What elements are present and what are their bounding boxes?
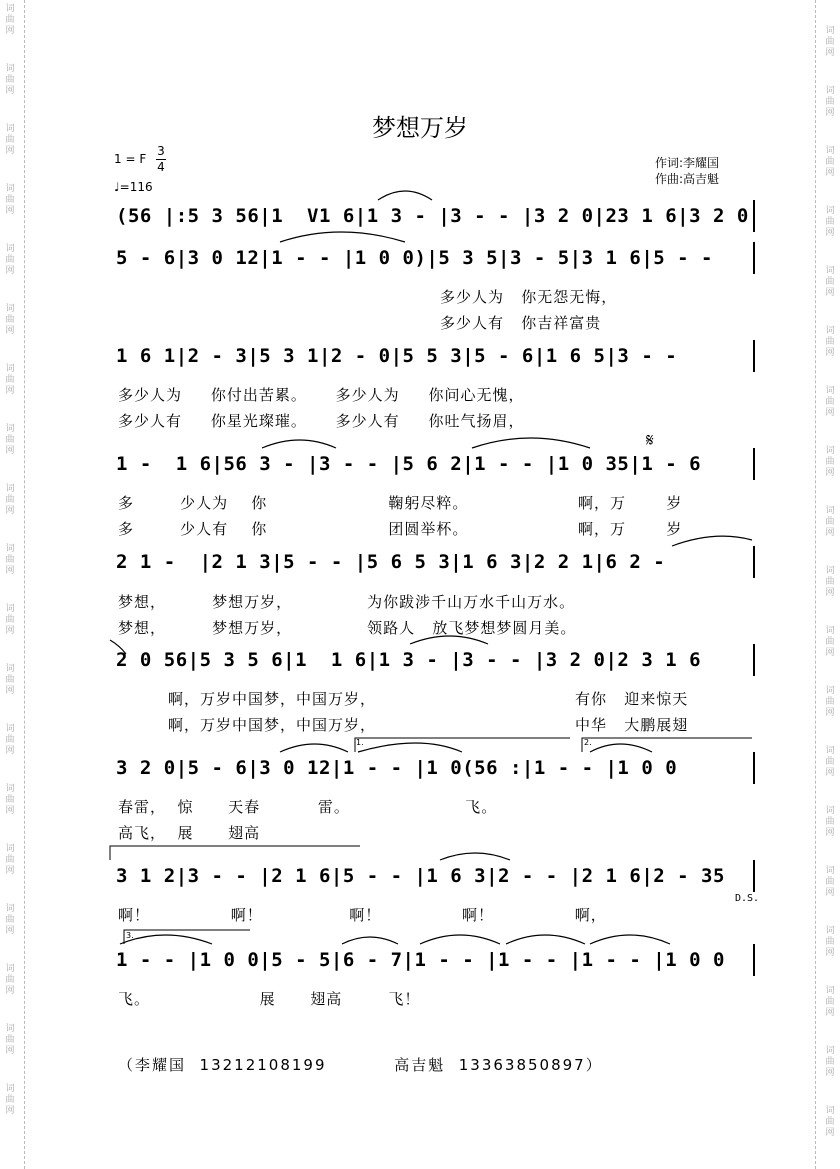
staff-line-3 (110, 340, 755, 372)
watermark-text: 词 曲 网 (5, 124, 15, 156)
staff-notes: 1 - 1 6|56 3 - |3 - - |5 6 2|1 - - |1 0 35|1 - 6 (116, 453, 702, 475)
watermark-text: 词 曲 网 (5, 424, 15, 456)
watermark-text: 词 曲 网 (825, 206, 835, 238)
watermark-text: 词 曲 网 (5, 304, 15, 336)
staff-notes: (56 |:5 3 56|1 V1 6|1 3 - |3 - - |3 2 0|23 1 6|3 2 0 (116, 205, 749, 227)
volta-1-label: 1. (356, 738, 364, 747)
lyric-line: 梦想， 梦想万岁， 领路人 放飞梦想梦圆月美。 (118, 619, 577, 637)
lyric-line: 多 少人为 你 鞠躬尽粹。 啊，万 岁 (118, 494, 683, 512)
lyric-line: 多少人有 你星光璨璀。 多少人有 你吐气扬眉， (118, 412, 525, 430)
staff-line-2 (110, 242, 755, 274)
staff-line-1 (110, 200, 755, 232)
lyric-line: 啊！ 啊！ 啊！ 啊！ 啊， (118, 906, 607, 924)
watermark-text: 词 曲 网 (5, 964, 15, 996)
volta-2-label: 2. (584, 738, 592, 747)
lyric-line: 多 少人有 你 团圆举杯。 啊，万 岁 (118, 520, 683, 538)
staff-notes: 5 - 6|3 0 12|1 - - |1 0 0)|5 3 5|3 - 5|3 1 6|5 - - (116, 247, 713, 269)
song-title: 梦想万岁 (372, 114, 468, 142)
lyric-line: 多少人有 你吉祥富贵 (440, 314, 602, 332)
staff-line-9 (110, 944, 755, 976)
lyric-line: 中华 大鹏展翅 (575, 716, 689, 734)
lyric-line: 梦想， 梦想万岁， 为你跋涉千山万水千山万水。 (118, 593, 576, 611)
watermark-text: 词 曲 网 (5, 364, 15, 396)
watermark-text: 词 曲 网 (825, 266, 835, 298)
watermark-text: 词 曲 网 (825, 986, 835, 1018)
staff-line-7 (110, 752, 755, 784)
watermark-text: 词 曲 网 (5, 1024, 15, 1056)
lyric-line: 啊，万岁中国梦，中国万岁， (168, 716, 377, 734)
lyric-line: 春雷， 惊 天春 雷。 飞。 (118, 798, 498, 816)
watermark-text: 词 曲 网 (825, 926, 835, 958)
staff-notes: 1 - - |1 0 0|5 - 5|6 - 7|1 - - |1 - - |1 - - |1 0 0 (116, 949, 725, 971)
watermark-text: 词 曲 网 (5, 64, 15, 96)
staff-line-6 (110, 644, 755, 676)
watermark-text: 词 曲 网 (825, 26, 835, 58)
dal-segno-marking: D.S. (735, 893, 760, 904)
quarter-note-icon: ♩ (114, 180, 120, 194)
composer-credit: 作曲:高吉魁 (655, 172, 720, 186)
lyricist-credit: 作词:李耀国 (655, 156, 720, 170)
watermark-text: 词 曲 网 (5, 184, 15, 216)
watermark-text: 词 曲 网 (5, 724, 15, 756)
watermark-text: 词 曲 网 (5, 1084, 15, 1116)
watermark-text: 词 曲 网 (825, 746, 835, 778)
lyric-line: 啊，万岁中国梦，中国万岁， (168, 690, 377, 708)
watermark-text: 词 曲 网 (825, 686, 835, 718)
tempo-marking (114, 180, 153, 194)
tempo-value: =116 (119, 180, 153, 194)
volta-3-label: 3. (126, 931, 134, 940)
contact-line: （李耀国 13212108199 高吉魁 13363850897） (118, 1056, 603, 1074)
staff-notes: 1 6 1|2 - 3|5 3 1|2 - 0|5 5 3|5 - 6|1 6 5|3 - - (116, 345, 678, 367)
watermark-text: 词 曲 网 (825, 806, 835, 838)
watermark-text: 词 曲 网 (825, 326, 835, 358)
watermark-text: 词 曲 网 (825, 626, 835, 658)
staff-notes: 2 1 - |2 1 3|5 - - |5 6 5 3|1 6 3|2 2 1|6 2 - (116, 551, 666, 573)
watermark-text: 词 曲 网 (5, 544, 15, 576)
watermark-text: 词 曲 网 (825, 386, 835, 418)
watermark-text: 词 曲 网 (825, 506, 835, 538)
watermark-text: 词 曲 网 (5, 484, 15, 516)
left-margin-watermark (0, 0, 25, 1169)
staff-line-5 (110, 546, 755, 578)
staff-notes: 3 2 0|5 - 6|3 0 12|1 - - |1 0(56 :|1 - - |1 0 0 (116, 757, 678, 779)
staff-notes: 2 0 56|5 3 5 6|1 1 6|1 3 - |3 - - |3 2 0|2 3 1 6 (116, 649, 702, 671)
staff-line-4 (110, 448, 755, 480)
time-signature-top: 3 (157, 144, 165, 158)
watermark-text: 词 曲 网 (825, 1106, 835, 1138)
time-signature (156, 144, 166, 175)
segno-icon: 𝄋 (646, 430, 654, 451)
right-margin-watermark (815, 0, 840, 1169)
watermark-text: 词 曲 网 (5, 784, 15, 816)
watermark-text: 词 曲 网 (5, 4, 15, 36)
key-signature: 1 = F (114, 152, 147, 166)
watermark-text: 词 曲 网 (825, 1046, 835, 1078)
lyric-line: 高飞， 展 翅高 (118, 824, 261, 842)
time-signature-bottom: 4 (157, 160, 165, 174)
watermark-text: 词 曲 网 (825, 866, 835, 898)
watermark-text: 词 曲 网 (5, 844, 15, 876)
staff-notes: 3 1 2|3 - - |2 1 6|5 - - |1 6 3|2 - - |2 1 6|2 - 35 (116, 865, 725, 887)
lyric-line: 有你 迎来惊天 (575, 690, 689, 708)
lyric-line: 飞。 展 翅高 飞！ (118, 990, 421, 1008)
lyric-line: 多少人为 你无怨无悔， (440, 288, 618, 306)
watermark-text: 词 曲 网 (5, 664, 15, 696)
staff-line-8 (110, 860, 755, 892)
lyric-line: 多少人为 你付出苦累。 多少人为 你问心无愧， (118, 386, 525, 404)
watermark-text: 词 曲 网 (825, 146, 835, 178)
watermark-text: 词 曲 网 (5, 604, 15, 636)
watermark-text: 词 曲 网 (825, 86, 835, 118)
watermark-text: 词 曲 网 (825, 446, 835, 478)
watermark-text: 词 曲 网 (5, 904, 15, 936)
watermark-text: 词 曲 网 (825, 566, 835, 598)
watermark-text: 词 曲 网 (5, 244, 15, 276)
